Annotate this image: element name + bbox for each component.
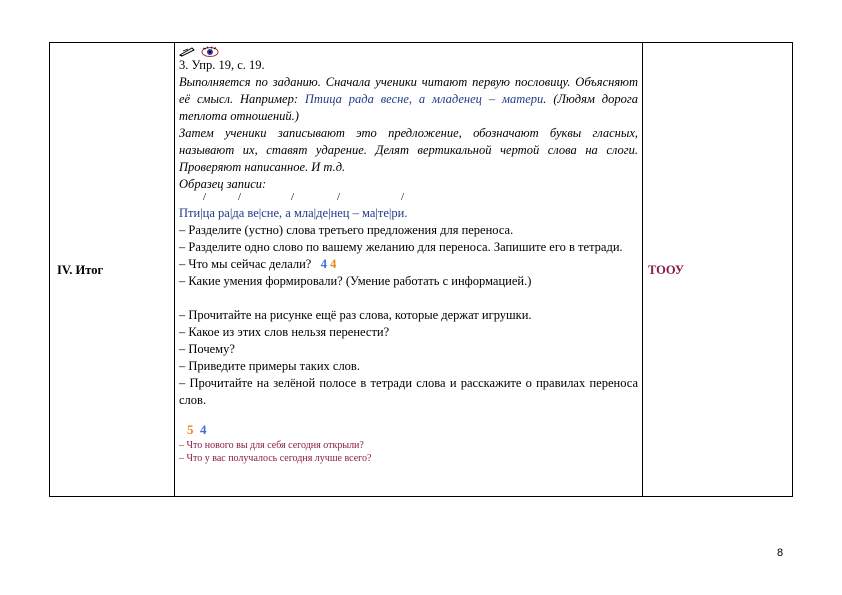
question-8: – Приведите примеры таких слов. bbox=[179, 359, 360, 373]
lesson-table bbox=[49, 42, 793, 497]
number-badge: 4 bbox=[330, 257, 337, 271]
question-4: – Какие умения формировали? (Умение работать с информацией.) bbox=[179, 274, 532, 288]
question-9: – Прочитайте на зелёной полосе в тетради слова и расскажите о правилах переноса слов. bbox=[179, 376, 638, 407]
pen-icon bbox=[179, 44, 195, 62]
stress-marks bbox=[179, 193, 638, 205]
number-badge: 4 bbox=[320, 257, 327, 271]
p1-end-text: . (Людям дорога теплота отношений.) bbox=[179, 92, 638, 123]
question-3-text: – Что мы сейчас делали? bbox=[179, 257, 312, 271]
sample-label: Образец записи: bbox=[179, 177, 267, 191]
stage-cell bbox=[50, 43, 175, 497]
stress-mark: / bbox=[401, 191, 405, 203]
eye-icon bbox=[201, 44, 219, 62]
number-row bbox=[179, 421, 638, 439]
content-cell bbox=[175, 43, 643, 497]
reflection-2: – Что у вас получалось сегодня лучше всего? bbox=[179, 453, 372, 464]
stress-mark: / bbox=[291, 191, 295, 203]
stress-mark: / bbox=[238, 191, 242, 203]
sample-line: Пти|ца ра|да ве|сне, а мла|де|нец – ма|те|ри. bbox=[179, 206, 408, 220]
proverb-text: Птица рада весне, а младенец – матери bbox=[304, 92, 544, 106]
number-badge: 4 bbox=[200, 422, 207, 437]
question-5: – Прочитайте на рисунке ещё раз слова, которые держат игрушки. bbox=[179, 308, 532, 322]
stress-mark: / bbox=[203, 191, 207, 203]
stress-mark: / bbox=[337, 191, 341, 203]
icons-row bbox=[179, 44, 638, 57]
paragraph-2: Затем ученики записывают это предложение, обозначают буквы гласных, называют их, ставят ударение. Делят вертикальной чертой слова на слоги. Проверяют написанное. И т.д. bbox=[179, 126, 638, 174]
p1-text: Выполняется по заданию. Сначала ученики читают первую пословицу. Объясняют её смысл. Например: bbox=[179, 75, 638, 106]
reflection-1: – Что нового вы для себя сегодня открыли? bbox=[179, 440, 364, 451]
spacer bbox=[179, 409, 638, 421]
question-6: – Какое из этих слов нельзя перенести? bbox=[179, 325, 390, 339]
number-badge: 5 bbox=[187, 422, 194, 437]
question-7: – Почему? bbox=[179, 342, 235, 356]
spacer bbox=[179, 290, 638, 307]
question-2: – Разделите одно слово по вашему желанию для переноса. Запишите его в тетради. bbox=[179, 240, 623, 254]
paragraph-1 bbox=[179, 74, 638, 125]
notes-label: ТООУ bbox=[648, 262, 685, 277]
notes-cell bbox=[643, 43, 793, 497]
stage-label: IV. Итог bbox=[57, 262, 104, 277]
exercise-ref: 3. Упр. 19, с. 19. bbox=[179, 58, 265, 72]
question-3 bbox=[179, 256, 638, 273]
question-1: – Разделите (устно) слова третьего предложения для переноса. bbox=[179, 223, 514, 237]
page-number: 8 bbox=[777, 547, 784, 559]
